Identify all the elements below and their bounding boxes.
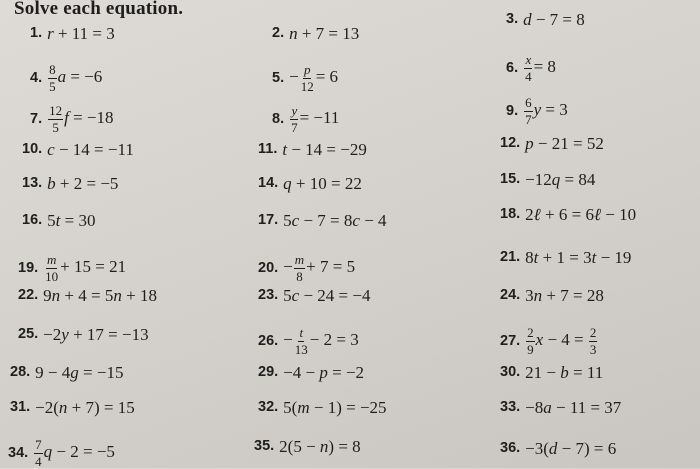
fraction [526, 326, 535, 356]
problem-equation [47, 104, 113, 134]
fraction-denominator: 5 [52, 119, 59, 135]
equation-text: 5(m − 1) = −25 [283, 398, 387, 417]
equation-text: −8a − 11 = 37 [525, 398, 622, 417]
problem-28 [10, 364, 123, 381]
equation-text: 5c − 7 = 8c − 4 [283, 211, 387, 230]
problem-equation [35, 399, 135, 416]
equation-text: p − 21 = 52 [525, 134, 604, 153]
problem-number: 36. [500, 440, 521, 457]
problem-equation [525, 287, 604, 304]
problem-equation [523, 11, 585, 28]
problem-21 [500, 249, 631, 266]
problem-8 [272, 104, 339, 134]
fraction-denominator: 7 [291, 119, 298, 135]
equation-text: = 8 [533, 57, 556, 77]
problem-25 [18, 326, 149, 343]
fraction [294, 326, 309, 356]
equation-text: = 6 [315, 67, 339, 87]
problem-number: 29. [258, 364, 279, 381]
problem-equation [283, 287, 370, 304]
problem-17 [258, 212, 387, 229]
equation-text: 3n + 7 = 28 [525, 286, 604, 305]
problem-number: 7. [30, 110, 43, 127]
fraction-denominator: 5 [49, 78, 56, 94]
problem-equation [525, 364, 603, 381]
fraction-denominator: 3 [589, 341, 597, 357]
problem-number: 23. [258, 287, 279, 304]
problem-16 [22, 212, 96, 229]
problem-number: 5. [272, 69, 285, 86]
problem-equation [525, 171, 595, 188]
problem-number: 1. [30, 25, 43, 42]
problem-number: 18. [500, 206, 521, 223]
problem-number: 32. [258, 399, 279, 416]
problem-number: 22. [18, 287, 39, 304]
equation-text: 8t + 1 = 3t − 19 [525, 248, 632, 267]
fraction-denominator: 8 [296, 268, 303, 284]
fraction-denominator: 7 [525, 111, 532, 127]
equation-text: q + 10 = 22 [283, 174, 362, 193]
problem-equation [33, 438, 115, 468]
fraction-denominator: 10 [45, 268, 59, 284]
equation-text: −2(n + 7) = 15 [35, 398, 135, 417]
problem-number: 12. [500, 135, 521, 152]
fraction [44, 253, 59, 283]
problem-3 [506, 11, 585, 28]
equation-text: = −11 [299, 108, 340, 128]
fraction-numerator: x [525, 52, 532, 67]
problem-31 [10, 399, 135, 416]
fraction-numerator: y [291, 103, 298, 118]
equation-text: 9 − 4g = −15 [35, 363, 124, 382]
problem-equation [283, 175, 362, 192]
problem-equation [282, 141, 367, 158]
problem-number: 15. [500, 171, 521, 188]
problem-number: 31. [10, 399, 31, 416]
problem-equation [47, 141, 134, 158]
problem-equation [289, 63, 338, 93]
equation-text: c − 14 = −11 [47, 140, 134, 159]
problem-12 [500, 135, 604, 152]
fraction-numerator: t [299, 325, 304, 340]
problem-number: 28. [10, 364, 31, 381]
problem-number: 35. [254, 438, 275, 455]
equation-text: − [283, 330, 293, 350]
problem-10 [22, 141, 134, 158]
equation-text: y = 3 [533, 100, 568, 120]
equation-text: r + 11 = 3 [47, 24, 115, 43]
problem-18 [500, 206, 636, 223]
problem-9 [506, 96, 568, 126]
equation-text: − [283, 257, 293, 277]
problem-number: 33. [500, 399, 521, 416]
problem-19 [18, 253, 126, 283]
problem-number: 2. [272, 25, 285, 42]
problem-number: 8. [272, 110, 285, 127]
fraction-numerator: 6 [525, 95, 532, 110]
problem-36 [500, 440, 616, 457]
equation-text: a = −6 [57, 67, 103, 87]
problem-equation [523, 53, 556, 83]
problem-number: 10. [22, 141, 43, 158]
problem-equation [523, 96, 568, 126]
equation-text: d − 7 = 8 [523, 10, 585, 29]
problem-number: 20. [258, 259, 279, 276]
problem-2 [272, 25, 359, 42]
fraction [48, 63, 57, 93]
problem-equation [279, 438, 361, 455]
fraction [589, 326, 598, 356]
problem-equation [35, 364, 123, 381]
problem-number: 3. [506, 11, 519, 28]
equation-text: 21 − b = 11 [525, 363, 604, 382]
problem-equation [283, 364, 364, 381]
fraction [300, 63, 315, 93]
problem-4 [30, 63, 102, 93]
fraction-numerator: 12 [49, 103, 63, 118]
problem-equation [525, 206, 636, 223]
problem-32 [258, 399, 387, 416]
problem-number: 11. [258, 141, 278, 158]
problem-equation [525, 249, 631, 266]
fraction-numerator: 7 [35, 437, 42, 452]
problem-14 [258, 175, 362, 192]
problem-number: 27. [500, 332, 521, 349]
fraction-numerator: 2 [527, 325, 534, 340]
fraction [290, 104, 299, 134]
fraction [48, 104, 63, 134]
problem-15 [500, 171, 595, 188]
problem-26 [258, 326, 359, 356]
fraction [294, 253, 305, 283]
equation-text: x − 4 = [535, 330, 584, 350]
problem-equation [525, 135, 604, 152]
problem-number: 4. [30, 69, 43, 86]
equation-text: 2(5 − n) = 8 [279, 437, 361, 456]
problem-equation [283, 212, 386, 229]
problem-number: 26. [258, 332, 279, 349]
problem-number: 16. [22, 212, 43, 229]
equation-text: t − 14 = −29 [282, 140, 367, 159]
fraction-numerator: m [294, 252, 305, 267]
problem-equation [283, 253, 355, 283]
fraction-denominator: 4 [525, 68, 532, 84]
equation-text: −4 − p = −2 [283, 363, 365, 382]
equation-text: −3(d − 7) = 6 [525, 439, 617, 458]
problem-equation [525, 326, 598, 356]
problem-equation [283, 326, 359, 356]
equation-text: q − 2 = −5 [43, 442, 115, 462]
problem-equation [283, 399, 386, 416]
equation-text: − [289, 67, 299, 87]
problem-equation [43, 287, 157, 304]
fraction-numerator: m [46, 252, 57, 267]
problem-5 [272, 63, 338, 93]
problem-6 [506, 53, 556, 83]
problem-29 [258, 364, 364, 381]
problem-35 [254, 438, 361, 455]
equation-text: − 2 = 3 [309, 330, 359, 350]
equation-text: n + 7 = 13 [289, 24, 360, 43]
fraction-numerator: 2 [589, 325, 597, 340]
problem-33 [500, 399, 621, 416]
problem-number: 30. [500, 364, 521, 381]
problem-7 [30, 104, 114, 134]
problem-number: 9. [506, 102, 519, 119]
problem-equation [289, 25, 359, 42]
problem-number: 6. [506, 59, 519, 76]
fraction-denominator: 4 [35, 453, 42, 469]
problem-number: 19. [18, 259, 39, 276]
problem-20 [258, 253, 355, 283]
problem-22 [18, 287, 157, 304]
problem-34 [8, 438, 115, 468]
equation-text: + 7 = 5 [306, 257, 356, 277]
equation-text: 2ℓ + 6 = 6ℓ − 10 [525, 205, 637, 224]
problem-equation [47, 25, 115, 42]
equation-text: 5t = 30 [47, 211, 96, 230]
equation-text: f = −18 [64, 108, 114, 128]
problem-11 [258, 141, 367, 158]
fraction-numerator: p [303, 62, 311, 77]
problem-number: 13. [22, 175, 43, 192]
problem-equation [43, 326, 148, 343]
equation-text: b + 2 = −5 [47, 174, 119, 193]
problem-equation [525, 440, 616, 457]
fraction-denominator: 12 [300, 78, 314, 94]
problem-number: 21. [500, 249, 521, 266]
equation-text: + 15 = 21 [60, 257, 127, 277]
fraction-numerator: 8 [49, 62, 56, 77]
equation-text: −12q = 84 [525, 170, 596, 189]
fraction-denominator: 13 [294, 341, 308, 357]
problem-23 [258, 287, 370, 304]
problem-equation [525, 399, 621, 416]
problem-number: 34. [8, 444, 29, 461]
equation-text: −2y + 17 = −13 [43, 325, 149, 344]
fraction-denominator: 9 [527, 341, 534, 357]
problem-13 [22, 175, 118, 192]
problem-equation [43, 253, 126, 283]
problem-number: 24. [500, 287, 521, 304]
problem-24 [500, 287, 604, 304]
problem-equation [47, 175, 118, 192]
equation-text: 9n + 4 = 5n + 18 [43, 286, 157, 305]
problem-equation [47, 63, 102, 93]
problem-27 [500, 326, 598, 356]
fraction [524, 96, 533, 126]
problem-equation [289, 104, 339, 134]
problem-number: 17. [258, 212, 279, 229]
problem-number: 14. [258, 175, 279, 192]
fraction [524, 53, 533, 83]
problem-equation [47, 212, 95, 229]
problem-1 [30, 25, 115, 42]
equation-text: 5c − 24 = −4 [283, 286, 371, 305]
problem-number: 25. [18, 326, 39, 343]
worksheet-title: Solve each equation. [14, 0, 184, 19]
problem-30 [500, 364, 603, 381]
fraction [34, 438, 43, 468]
